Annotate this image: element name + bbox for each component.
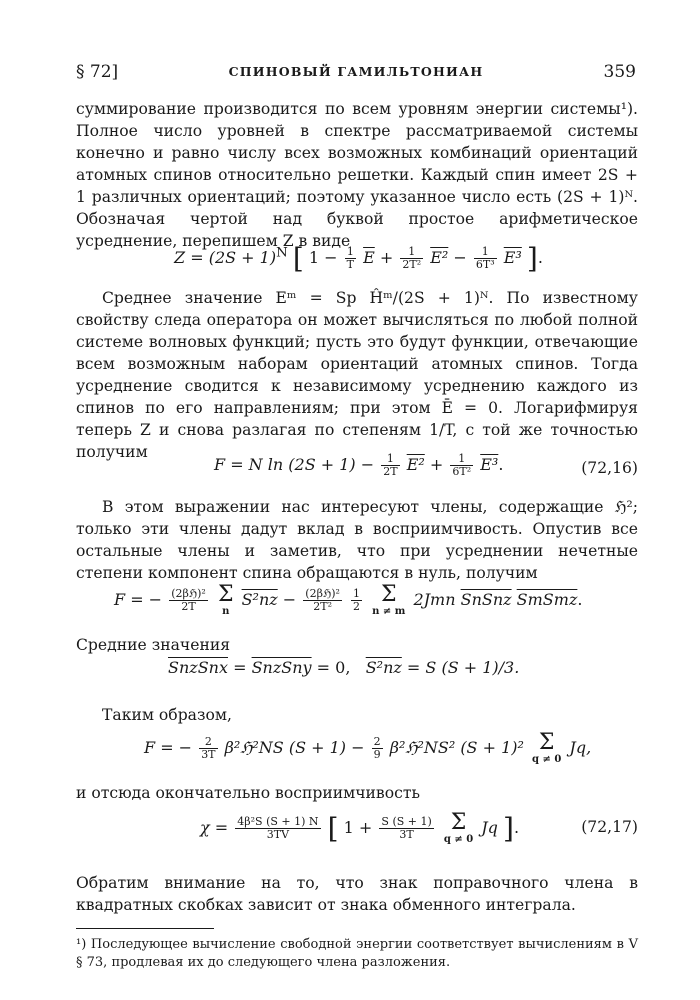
eq-z-e3: E³ — [503, 248, 522, 267]
eq-f2-coupling: 2Jmn — [413, 590, 456, 609]
eq-f1-e3: E³ — [480, 455, 499, 474]
eq-z-frac2-den: 2T² — [402, 258, 422, 271]
eq-z-frac2 — [400, 246, 423, 271]
eq-chi-dot: . — [513, 818, 520, 837]
paragraph-3 — [76, 496, 638, 584]
eq-f2-lhs: F = − — [114, 590, 163, 609]
equation-f1 — [76, 447, 638, 493]
chi-bracket-close: ] — [503, 812, 514, 845]
eq-avg-equals: = — [233, 658, 247, 677]
eq-avg-a1: SnzSnx — [168, 658, 228, 677]
eq-f2-sum2-index: n ≠ m — [372, 606, 406, 617]
eq-f2-sum1-index: n — [222, 606, 230, 617]
page-header — [76, 62, 636, 86]
footnote: ¹) Последующее вычисление свободной энергии соответствует вычислениям в V § 73, продлевая их до следующего члена разложения. — [76, 937, 638, 970]
eq-f2-frac1-num: (2βℌ)² — [171, 587, 206, 600]
eq-f3-term2: β²ℌ²NS² (S + 1)² — [389, 738, 524, 757]
eq-f3-frac2-num: 2 — [373, 735, 381, 748]
eq-f2-s3: SmSmz — [516, 590, 578, 609]
paragraph-5-text: Таким образом, — [102, 706, 232, 724]
eq-chi-term1: 1 + — [343, 818, 373, 837]
equation-chi-body — [200, 812, 519, 845]
eq-f2-sum1: Σ n — [217, 582, 234, 617]
eq-z-frac1 — [345, 246, 356, 271]
paragraph-1-text: суммирование производится по всем уровням энергии системы¹). Полное число уровней в спектре рассматриваемой системы конечно и равно числу всех возможных комбинаций ориентаций атомных спинов относительно решетки. Каждый спин имеет 2S + 1 различных ориентаций; поэтому указанное число есть (2S + 1)ᴺ. Обозначая чертой над буквой простое арифметическое усреднение, перепишем Z в виде — [76, 100, 638, 250]
eq-z-frac1-num: 1 — [345, 246, 356, 259]
eq-avg-a3: S²nz — [365, 658, 402, 677]
equation-f2-body — [114, 584, 582, 617]
eq-f2-frac1-den: 2T — [181, 600, 196, 613]
eq-f1-frac2-num: 1 — [450, 453, 473, 466]
paragraph-6 — [76, 782, 638, 804]
eq-f2-frac3-den: 2 — [353, 600, 361, 613]
paragraph-2 — [76, 287, 638, 463]
eq-z-e2: E² — [430, 248, 449, 267]
eq-chi-sum-index: q ≠ 0 — [443, 834, 474, 845]
eq-z-lhs: Z = (2S + 1) — [174, 248, 277, 267]
bracket-close: ] — [526, 242, 538, 275]
eq-z-term1: 1 − — [308, 248, 338, 267]
eq-chi-frac2-den: 3T — [399, 828, 414, 841]
eq-f2-frac1 — [169, 588, 208, 613]
paragraph-7-text: Обратим внимание на то, что знак поправочного члена в квадратных скобках зависит от знака обменного интеграла. — [76, 874, 638, 914]
eq-f3-term1: β²ℌ²NS (S + 1) − — [224, 738, 365, 757]
eq-f3-frac1 — [199, 736, 217, 761]
equation-averages — [76, 652, 638, 698]
eq-z-plus: + — [379, 248, 394, 267]
paragraph-7 — [76, 872, 638, 916]
equation-chi — [76, 806, 638, 862]
page-number: 359 — [603, 62, 636, 82]
eq-f1-lhs: F = N ln (2S + 1) − — [214, 455, 375, 474]
eq-f3-frac2 — [372, 736, 383, 761]
eq-f1-frac2-den: 6T² — [452, 465, 472, 478]
paragraph-6-text: и отсюда окончательно восприимчивость — [76, 784, 420, 802]
eq-f2-sum2: Σ n ≠ m — [372, 582, 406, 617]
equation-z-body — [174, 242, 543, 275]
running-title: СПИНОВЫЙ ГАМИЛЬТОНИАН — [228, 64, 484, 79]
eq-f1-frac1-den: 2T — [383, 465, 398, 478]
section-number: § 72] — [76, 62, 119, 82]
eq-f2-frac3-num: 1 — [353, 587, 361, 600]
eq-chi-frac2-num: S (S + 1) — [381, 815, 432, 828]
paragraph-5 — [76, 704, 638, 726]
eq-chi-frac2 — [379, 816, 433, 841]
eq-f2-frac2-num: (2βℌ)² — [305, 587, 340, 600]
eq-f2-frac2-den: 2T² — [313, 600, 332, 613]
eq-z-frac3-num: 1 — [474, 246, 497, 259]
eq-f3-tail: Jq, — [569, 738, 592, 757]
equation-number-72-16: (72,16) — [581, 459, 638, 477]
paragraph-4-text: Средние значения — [76, 636, 231, 654]
eq-z-dot: . — [537, 248, 543, 267]
equation-averages-body — [168, 658, 519, 677]
equation-z — [76, 236, 638, 282]
eq-z-minus: − — [453, 248, 467, 267]
eq-f1-plus: + — [429, 455, 444, 474]
eq-chi-tail: Jq — [481, 818, 498, 837]
eq-f2-frac3 — [351, 588, 362, 613]
eq-f1-frac2 — [450, 453, 473, 478]
equation-f3 — [76, 726, 638, 780]
footnote-rule — [76, 928, 214, 929]
eq-f3-sum-index: q ≠ 0 — [532, 754, 562, 765]
eq-chi-sum: Σ q ≠ 0 — [443, 810, 474, 845]
eq-f2-s2: SnSnz — [460, 590, 512, 609]
eq-f3-frac2-den: 9 — [373, 748, 381, 761]
chi-bracket-open: [ — [327, 812, 339, 845]
eq-f1-frac1-num: 1 — [381, 453, 399, 466]
paragraph-3-text: В этом выражении нас интересуют члены, содержащие ℌ²; только эти члены дадут вклад в восприимчивость. Опустив все остальные члены и заметив, что при усреднении нечетные степени компонент спина обращаются в нуль, получим — [76, 498, 638, 582]
eq-z-frac2-num: 1 — [400, 246, 423, 259]
eq-f3-sum: Σ q ≠ 0 — [532, 730, 562, 765]
eq-f2-dot: . — [577, 590, 583, 609]
eq-f1-e2: E² — [406, 455, 425, 474]
equation-f3-body — [144, 732, 591, 765]
eq-avg-zero: = 0, — [316, 658, 351, 677]
eq-f3-frac1-num: 2 — [199, 736, 217, 749]
eq-f3-lhs: F = − — [144, 738, 193, 757]
eq-f2-s1: S²nz — [241, 590, 278, 609]
paragraph-2-text: Среднее значение Eᵐ = Sp Ĥᵐ/(2S + 1)ᴺ. По известному свойству следа оператора он может вычисляться по любой полной системе волновых функций; пусть это будут функции, отвечающие всем возможным наборам ориентаций атомных спинов. Тогда усреднение сводится к независимому усреднению каждого из спинов по его направлениям; при этом Ē = 0. Логарифмируя теперь Z и снова разлагая по степеням 1/T, с той же точностью получим — [76, 289, 638, 461]
eq-z-frac3 — [474, 246, 497, 271]
eq-avg-rhs: = S (S + 1)/3. — [406, 658, 520, 677]
eq-avg-a2: SnzSny — [251, 658, 312, 677]
eq-f2-frac2 — [303, 588, 342, 613]
eq-f2-minus: − — [282, 590, 297, 609]
bracket-open: [ — [292, 242, 304, 275]
eq-chi-lhs: χ = — [200, 818, 229, 837]
eq-f1-frac1 — [381, 453, 399, 478]
equation-number-72-17: (72,17) — [581, 818, 638, 836]
eq-z-e1: $\overline{E}$ — [363, 248, 375, 267]
eq-chi-frac1-num: 4β²S (S + 1) N — [237, 815, 319, 828]
eq-z-frac3-den: 6T³ — [475, 258, 495, 271]
paragraph-1 — [76, 98, 638, 252]
eq-f3-frac1-den: 3T — [201, 748, 216, 761]
equation-f2 — [76, 578, 638, 632]
eq-z-frac1-den: T — [346, 258, 354, 271]
eq-z-power: N — [276, 245, 288, 261]
eq-chi-frac1 — [235, 816, 320, 841]
eq-f1-dot: . — [498, 455, 504, 474]
equation-f1-body — [214, 453, 503, 478]
eq-chi-frac1-den: 3TV — [266, 828, 290, 841]
